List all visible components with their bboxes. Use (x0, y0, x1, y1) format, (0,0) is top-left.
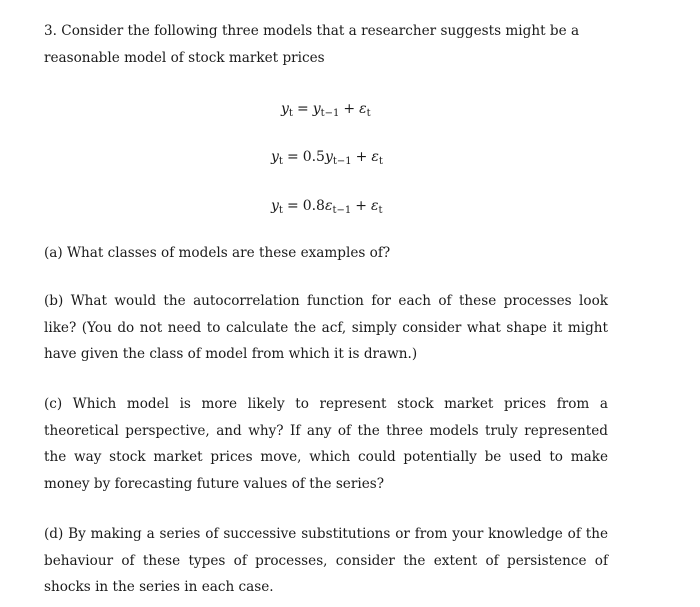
part-c: (c) Which model is more likely to represent stock market prices from a theoretical perspective, and why? If any of the three models truly represented the way stock market prices move, which could potentially be used to make money by forecasting future values of the series? (44, 396, 608, 492)
question-intro: 3. Consider the following three models that a researcher suggests might be a reasonable model of stock market prices (44, 23, 580, 66)
equation-random-walk: $y_t = y_{t-1} + \varepsilon_t$ (281, 101, 371, 119)
equation-ar1: $y_t = 0.5y_{t-1} + \varepsilon_t$ (271, 149, 383, 167)
part-b: (b) What would the autocorrelation function for each of these processes look like? (You do not need to calculate the acf, simply consider what shape it might have given the class of model from which it is drawn.) (44, 293, 608, 362)
part-a: (a) What classes of models are these examples of? (44, 245, 391, 261)
part-d: (d) By making a series of successive substitutions or from your knowledge of the behaviour of these types of processes, consider the extent of persistence of shocks in the series in each case. (44, 526, 608, 595)
equation-ma1: $y_t = 0.8\varepsilon_{t-1} + \varepsilon_t$ (271, 198, 383, 216)
eq-lhs-var: y (281, 101, 289, 117)
